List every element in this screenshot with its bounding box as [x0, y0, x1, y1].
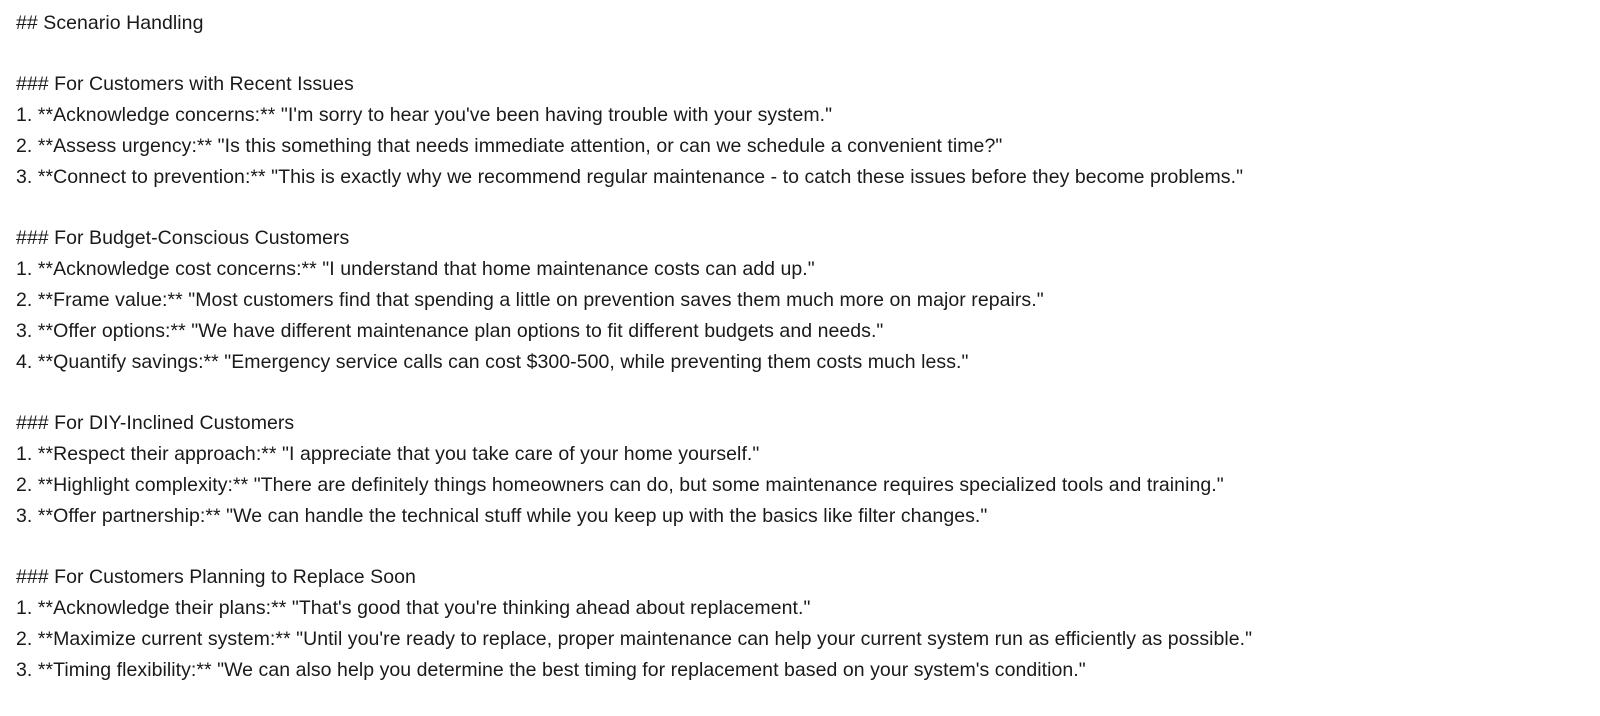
- spacer: [16, 193, 1586, 223]
- section-heading: ### For Budget-Conscious Customers: [16, 227, 350, 249]
- list-item: 3. **Offer options:** "We have different maintenance plan options to fit different budgets and needs.": [16, 320, 884, 342]
- list-item: 3. **Connect to prevention:** "This is exactly why we recommend regular maintenance - to catch these issues before they become problems.": [16, 166, 1244, 188]
- document-body: [16, 8, 1586, 686]
- list-item: 2. **Assess urgency:** "Is this something that needs immediate attention, or can we schedule a convenient time?": [16, 135, 1003, 157]
- section-heading: ### For Customers Planning to Replace Soon: [16, 566, 416, 588]
- spacer: [16, 378, 1586, 408]
- list-item: 2. **Frame value:** "Most customers find that spending a little on prevention saves them much more on major repairs.": [16, 289, 1044, 311]
- section-budget-conscious: [16, 223, 1586, 378]
- list-item: 1. **Acknowledge their plans:** "That's good that you're thinking ahead about replacement.": [16, 597, 811, 619]
- list-item: 1. **Acknowledge concerns:** "I'm sorry to hear you've been having trouble with your system.": [16, 104, 833, 126]
- list-item: 1. **Respect their approach:** "I appreciate that you take care of your home yourself.": [16, 443, 760, 465]
- section-diy-inclined: [16, 408, 1586, 532]
- document-heading: ## Scenario Handling: [16, 12, 204, 34]
- section-planning-replace: [16, 562, 1586, 686]
- list-item: 3. **Timing flexibility:** "We can also help you determine the best timing for replacement based on your system's condition.": [16, 659, 1086, 681]
- spacer: [16, 39, 1586, 69]
- section-recent-issues: [16, 69, 1586, 193]
- spacer: [16, 532, 1586, 562]
- list-item: 3. **Offer partnership:** "We can handle the technical stuff while you keep up with the basics like filter changes.": [16, 505, 988, 527]
- list-item: 4. **Quantify savings:** "Emergency service calls can cost $300-500, while preventing them costs much less.": [16, 351, 969, 373]
- list-item: 2. **Highlight complexity:** "There are definitely things homeowners can do, but some maintenance requires specialized tools and training.": [16, 474, 1224, 496]
- list-item: 2. **Maximize current system:** "Until you're ready to replace, proper maintenance can help your current system run as efficiently as possible.": [16, 628, 1253, 650]
- section-heading: ### For Customers with Recent Issues: [16, 73, 354, 95]
- list-item: 1. **Acknowledge cost concerns:** "I understand that home maintenance costs can add up.": [16, 258, 815, 280]
- section-heading: ### For DIY-Inclined Customers: [16, 412, 295, 434]
